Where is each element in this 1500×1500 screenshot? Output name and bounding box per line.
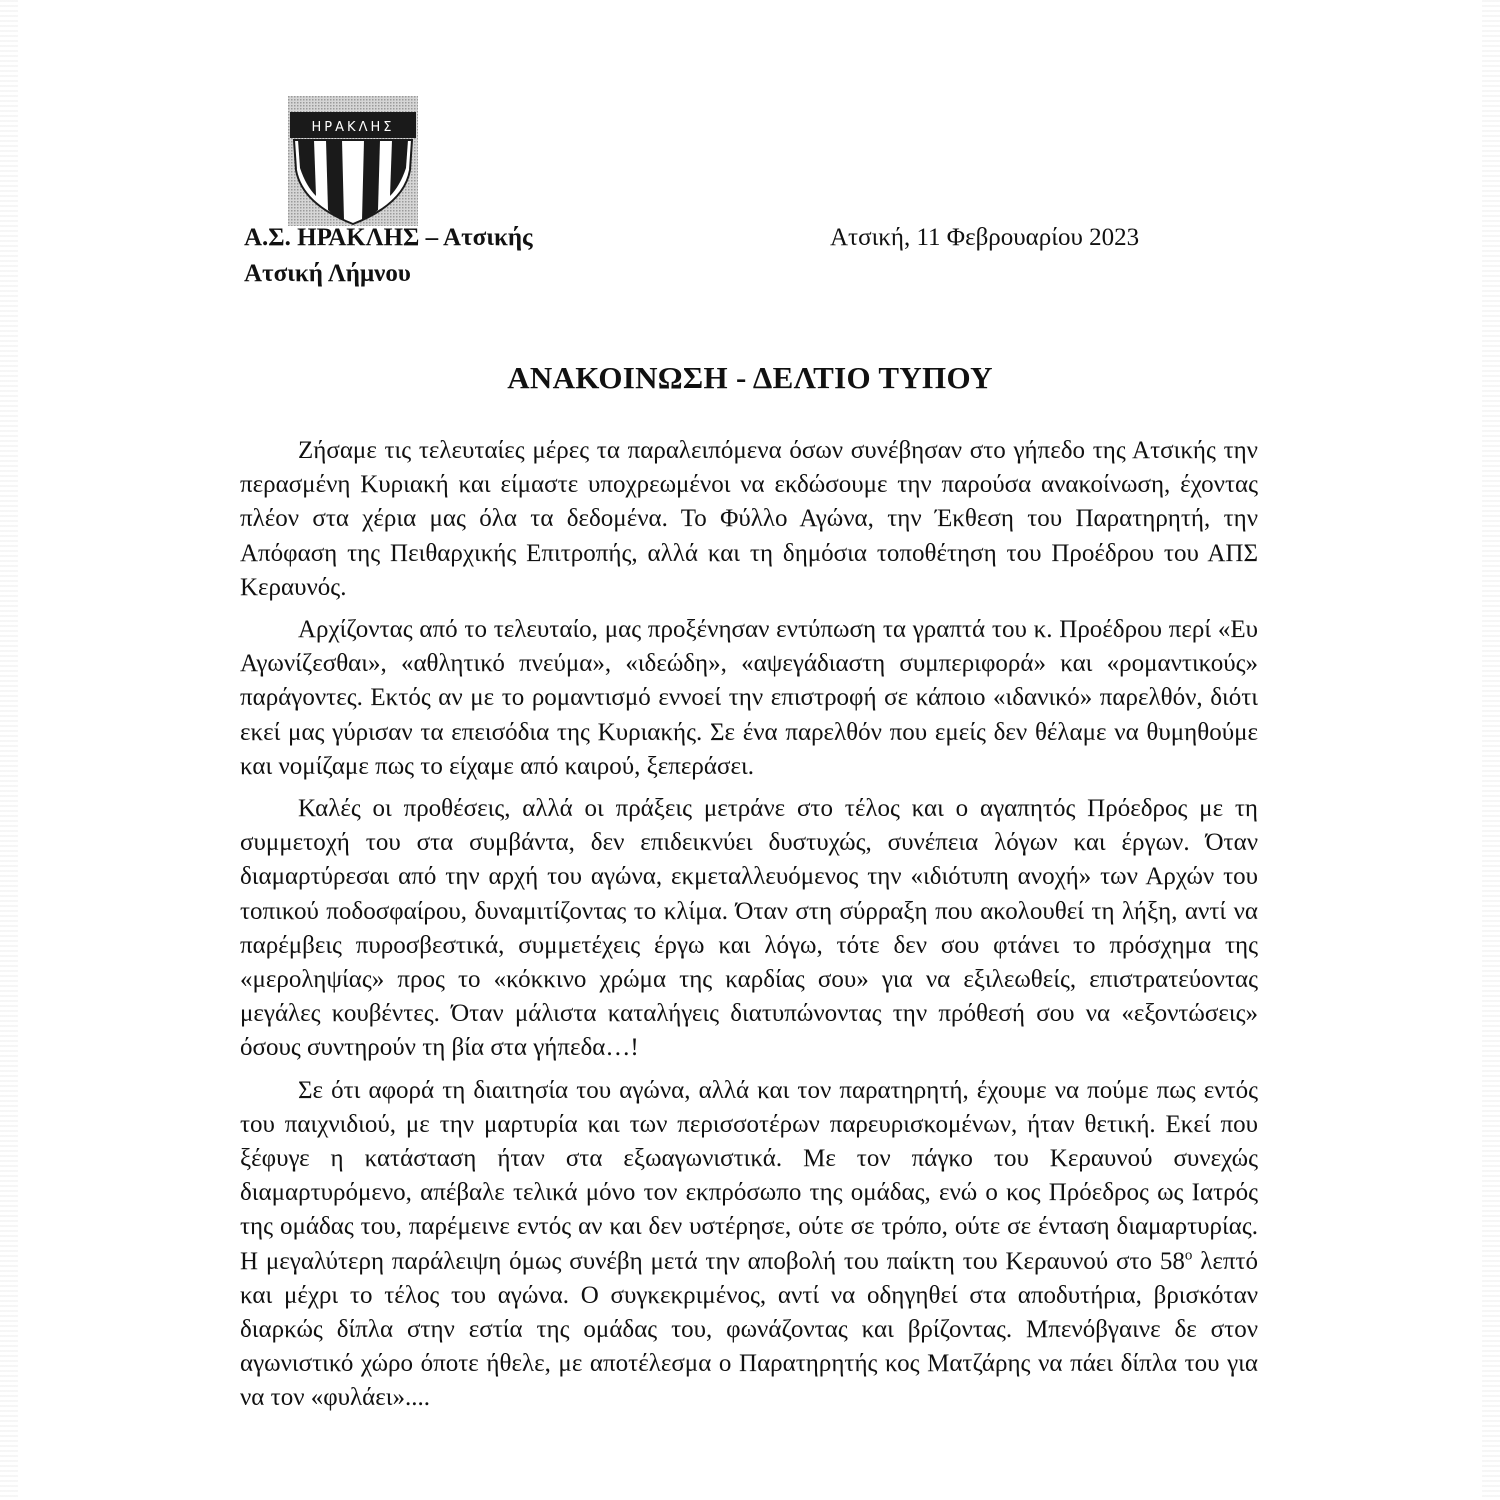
club-crest-icon [288,96,418,226]
org-name: Α.Σ. ΗΡΑΚΛΗΣ – Ατσικής [244,224,533,251]
document-date: Ατσική, 11 Φεβρουαρίου 2023 [830,224,1140,251]
scan-edge-right [1482,0,1500,1500]
degree-superscript: ο [1184,1247,1193,1264]
paragraph [240,1074,1258,1416]
scan-edge-left [0,0,18,1500]
paragraph: Καλές οι προθέσεις, αλλά οι πράξεις μετράνε στο τέλος και ο αγαπητός Πρόεδρος με τη συμμετοχή του στα συμβάντα, δεν επιδεικνύει δυστυχώς, συνέπεια λόγων και έργων. Όταν διαμαρτύρεσαι από την αρχή του αγώνα, εκμεταλλευόμενος την «ιδιότυπη ανοχή» των Αρχών του τοπικού ποδοσφαίρου, δυναμιτίζοντας το κλίμα. Όταν στη σύρραξη που ακολουθεί τη λήξη, αντί να παρέμβεις πυροσβεστικά, συμμετέχεις έργω και λόγω, τότε δεν σου φτάνει το πρόσχημα της «μεροληψίας» προς το «κόκκινο χρώμα της καρδίας σου» για να εξιλεωθείς, επιστρατεύοντας μεγάλες κουβέντες. Όταν μάλιστα καταλήγεις διατυπώνοντας την πρόθεσή σου να «εξοντώσεις» όσους συντηρούν τη βία στα γήπεδα…! [240,795,1258,1062]
paragraph-text: Σε ότι αφορά τη διαιτησία του αγώνα, αλλά και τον παρατηρητή, έχουμε να πούμε πως εντός του παιχνιδιού, με την μαρτυρία και των περισσοτέρων παρευρισκομένων, ήταν θετική. Εκεί που ξέφυγε η κατάσταση ήταν στα εξωαγωνιστικά. Με τον πάγκο του Κεραυνού συνεχώς διαμαρτυρόμενο, απέβαλε τελικά μόνο τον εκπρόσωπο της ομάδας, ενώ ο κος Πρόεδρος ως Ιατρός της ομάδας του, παρέμεινε εντός αν και δεν υστέρησε, ούτε σε τρόπο, ούτε σε ένταση διαμαρτυρίας. Η μεγαλύτερη παράλειψη όμως συνέβη μετά την αποβολή του παίκτη του Κεραυνού στο 58 [240,1076,1258,1275]
logo-wordmark: ΗΡΑΚΛΗΣ [311,120,395,135]
org-header [244,220,533,292]
paragraph-text: λεπτό και μέχρι το τέλος του αγώνα. Ο συγκεκριμένος, αντί να οδηγηθεί στα αποδυτήρια, βρισκόταν διαρκώς δίπλα στην εστία της ομάδας του, φωνάζοντας και βρίζοντας. Μπενόβγαινε δε στον αγωνιστικό χώρο όποτε ήθελε, με αποτέλεσμα ο Παρατηρητής κος Ματζάρης να πάει δίπλα του για να τον «φυλάει».... [240,1247,1259,1412]
document-title: ΑΝΑΚΟΙΝΩΣΗ - ΔΕΛΤΙΟ ΤΥΠΟΥ [507,360,993,395]
org-location: Ατσική Λήμνου [244,260,411,287]
document-body [240,434,1258,1424]
club-logo [288,96,418,226]
paragraph: Αρχίζοντας από το τελευταίο, μας προξένησαν εντύπωση τα γραπτά του κ. Προέδρου περί «Ευ Αγωνίζεσθαι», «αθλητικό πνεύμα», «ιδεώδη», «αψεγάδιαστη συμπεριφορά» και «ρομαντικούς» παράγοντες. Εκτός αν με το ρομαντισμό εννοεί την επιστροφή σε κάποιο «ιδανικό» παρελθόν, διότι εκεί μας γύρισαν τα επεισόδια της Κυριακής. Σε ένα παρελθόν που εμείς δεν θέλαμε να θυμηθούμε και νομίζαμε πως το είχαμε από καιρού, ξεπεράσει. [240,616,1258,780]
paragraph: Ζήσαμε τις τελευταίες μέρες τα παραλειπόμενα όσων συνέβησαν στο γήπεδο της Ατσικής την περασμένη Κυριακή και είμαστε υποχρεωμένοι να εκδώσουμε την παρούσα ανακοίνωση, έχοντας πλέον στα χέρια μας όλα τα δεδομένα. Το Φύλλο Αγώνα, την Έκθεση του Παρατηρητή, την Απόφαση της Πειθαρχικής Επιτροπής, αλλά και τη δημόσια τοποθέτηση του Προέδρου του ΑΠΣ Κεραυνός. [240,437,1258,601]
